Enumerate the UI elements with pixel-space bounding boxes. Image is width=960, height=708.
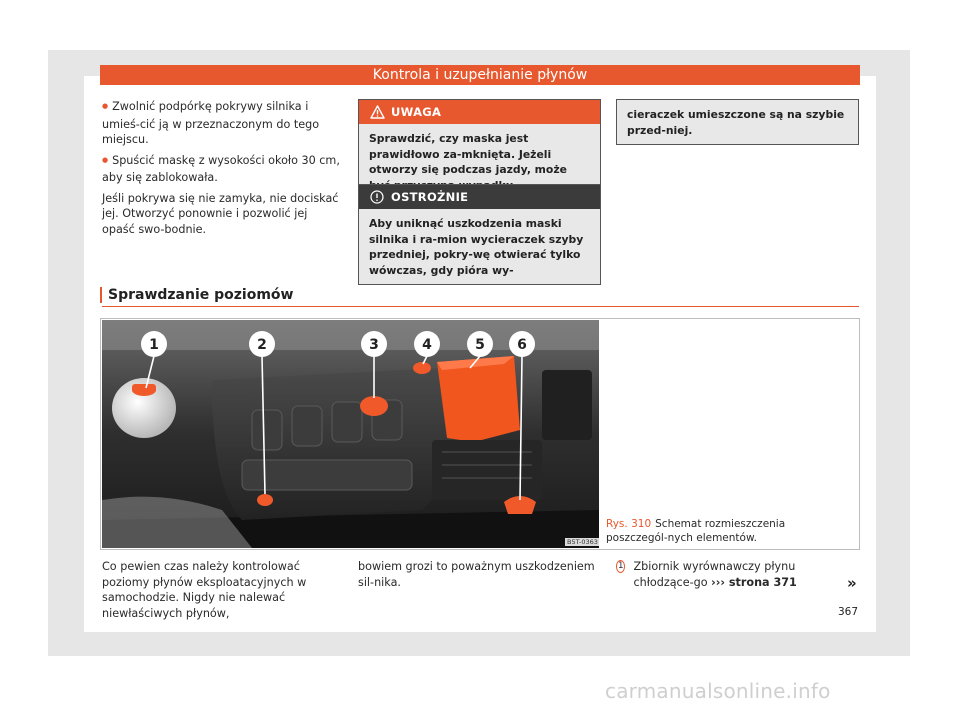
page-reference-link[interactable]: ››› strona 371 [711,575,797,589]
callout-label: 6 [517,337,527,353]
section-title: Sprawdzanie poziomów [108,287,294,303]
bottom-column-2: bowiem grozi to poważnym uszkodzeniem sil-nika. [358,560,595,589]
callout-label: 1 [149,337,159,353]
caution-box-header [359,185,600,209]
continued-caution-box [616,99,859,145]
legend-description: Zbiornik wyrównawczy płynu chłodzące-go [633,560,796,589]
figure-caption-text: Schemat rozmieszczenia poszczegól-nych elementów. [606,518,786,544]
legend-item [616,559,856,590]
info-circle-icon [369,189,385,205]
bottom-column-1: Co pewien czas należy kontrolować poziomy płynów eksploatacyjnych w samochodzie. Nigdy nie nalewać niewłaściwych płynów, [102,560,307,620]
warning-triangle-icon [369,104,385,120]
page-number: 367 [838,606,859,618]
bottom-column-3 [616,559,856,590]
caution-label: OSTROŻNIE [391,190,469,204]
engine-bay-illustration [102,320,599,548]
figure-caption [606,517,846,545]
warning-box-header [359,100,600,124]
callout-label: 5 [475,337,485,353]
caution-box [358,184,601,285]
legend-number: 1 [617,561,624,571]
watermark: carmanualsonline.info [605,679,831,703]
caution-text: Aby uniknąć uszkodzenia maski silnika i ra-mion wycieraczek szyby przedniej, pokry-wę otwierać tylko wówczas, gdy pióra wy- [359,209,600,284]
body-paragraph: Jeśli pokrywa się nie zamyka, nie dociskać jej. Otworzyć ponownie i pozwolić jej opaść swo-bodnie. [102,191,339,236]
warning-label: UWAGA [391,105,442,119]
continue-marker: » [847,574,857,592]
legend-text [633,559,856,590]
continued-caution-text: cieraczek umieszczone są na szybie przed-niej. [617,100,858,144]
warning-text: Sprawdzić, czy maska jest prawidłowo za-mknięta. Jeżeli otworzy się podczas jazdy, może [359,124,600,199]
left-column [102,99,342,242]
figure-caption-label: Rys. 310 [606,518,652,530]
page-header: Kontrola i uzupełnianie płynów [100,65,860,85]
figure-code: B5T-0363 [567,538,598,546]
callout-label: 3 [369,337,379,353]
callout-label: 2 [257,337,267,353]
section-divider [102,306,859,307]
bullet-item: ● Spuścić maskę z wysokości około 30 cm, aby się zablokowała. [102,153,342,186]
callout-label: 4 [422,337,432,353]
bullet-item: ● Zwolnić podpórkę pokrywy silnika i umieś-cić ją w przeznaczonym do tego miejscu. [102,99,342,148]
